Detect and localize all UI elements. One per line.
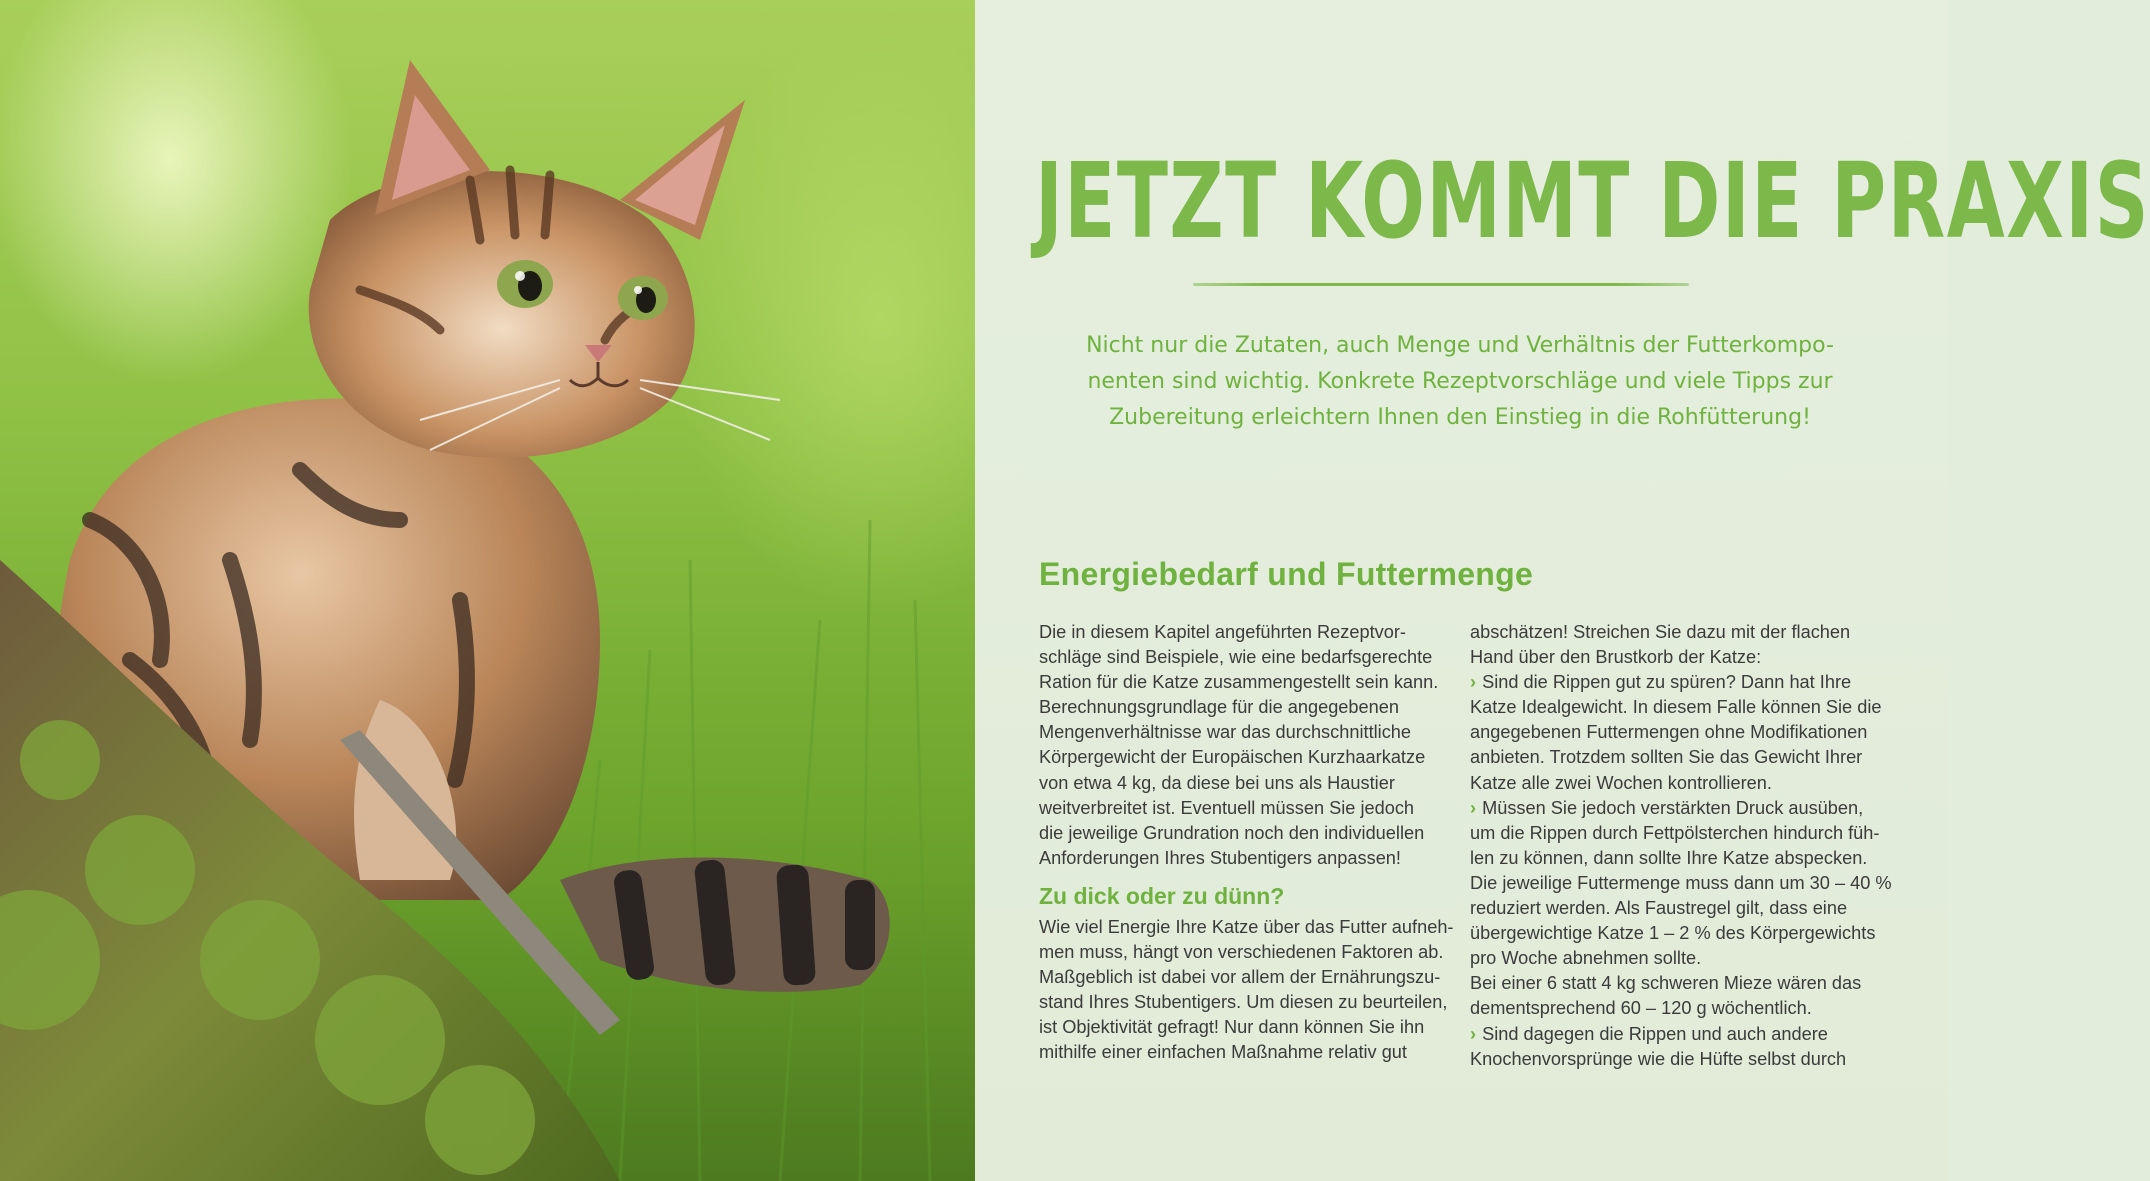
body-line: pro Woche abnehmen sollte.: [1470, 948, 1702, 969]
body-line: Katze Idealgewicht. In diesem Falle können Sie die: [1470, 697, 1882, 718]
cat-photo: [0, 0, 975, 1181]
cat-illustration: [0, 0, 975, 1181]
body-line: men muss, hängt von verschiedenen Faktoren ab.: [1039, 942, 1444, 963]
body-line: Körpergewicht der Europäischen Kurzhaarkatze: [1039, 747, 1426, 768]
bullet-line: [1470, 1022, 1880, 1047]
body-line: Anforderungen Ihres Stubentigers anpassen!: [1039, 847, 1401, 868]
body-line: reduziert werden. Als Faustregel gilt, dass eine: [1470, 898, 1848, 919]
body-line: Wie viel Energie Ihre Katze über das Futter aufneh-: [1039, 916, 1454, 937]
body-line: abschätzen! Streichen Sie dazu mit der flachen: [1470, 622, 1851, 642]
bullet-chevron-icon: ›: [1470, 1023, 1477, 1044]
body-line: übergewichtige Katze 1 – 2 % des Körpergewichts: [1470, 923, 1876, 944]
body-line: die jeweilige Grundration noch den individuellen: [1039, 822, 1425, 843]
body-line: stand Ihres Stubentigers. Um diesen zu beurteilen,: [1039, 992, 1448, 1013]
bullet-line: [1470, 670, 1880, 695]
body-line: angegebenen Futtermengen ohne Modifikationen: [1470, 722, 1868, 743]
intro-paragraph: [1060, 328, 1860, 436]
body-line: von etwa 4 kg, da diese bei uns als Haustier: [1039, 772, 1395, 793]
body-line: Bei einer 6 statt 4 kg schweren Mieze wären das: [1470, 973, 1862, 994]
body-line: Hand über den Brustkorb der Katze:: [1470, 647, 1762, 668]
body-line: anbieten. Trotzdem sollten Sie das Gewicht Ihrer: [1470, 747, 1863, 768]
body-line: Die in diesem Kapitel angeführten Rezeptvor-: [1039, 622, 1406, 642]
bullet-text: Sind die Rippen gut zu spüren? Dann hat Ihre: [1482, 672, 1852, 693]
body-line: dementsprechend 60 – 120 g wöchentlich.: [1470, 998, 1812, 1019]
text-column-left: [1039, 620, 1454, 1066]
body-line: Katze alle zwei Wochen kontrollieren.: [1470, 772, 1772, 793]
body-line: Die jeweilige Futtermenge muss dann um 30 – 40 %: [1470, 872, 1892, 893]
bullet-text: Sind dagegen die Rippen und auch andere: [1482, 1023, 1828, 1044]
bullet-chevron-icon: ›: [1470, 797, 1477, 818]
subheading: Zu dick oder zu dünn?: [1039, 882, 1285, 909]
body-line: mithilfe einer einfachen Maßnahme relativ gut: [1039, 1042, 1407, 1063]
body-line: weitverbreitet ist. Eventuell müssen Sie jedoch: [1039, 797, 1415, 818]
body-line: Knochenvorsprünge wie die Hüfte selbst durch: [1470, 1048, 1847, 1069]
bullet-line: [1470, 796, 1880, 821]
body-line: ist Objektivität gefragt! Nur dann können Sie ihn: [1039, 1017, 1425, 1038]
bullet-chevron-icon: ›: [1470, 672, 1477, 693]
page-headline: JETZT KOMMT DIE PRAXIS: [1035, 140, 2150, 262]
bullet-text: Müssen Sie jedoch verstärkten Druck ausüben,: [1482, 797, 1864, 818]
body-line: Maßgeblich ist dabei vor allem der Ernährungszu-: [1039, 967, 1441, 988]
body-line: um die Rippen durch Fettpölsterchen hindurch füh-: [1470, 822, 1880, 843]
intro-line: nenten sind wichtig. Konkrete Rezeptvorschläge und viele Tipps zur: [1087, 369, 1833, 394]
body-line: len zu können, dann sollte Ihre Katze abspecken.: [1470, 847, 1868, 868]
headline-divider: [1193, 283, 1689, 286]
body-line: Mengenverhältnisse war das durchschnittliche: [1039, 722, 1412, 743]
body-line: Berechnungsgrundlage für die angegebenen: [1039, 697, 1400, 718]
intro-line: Zubereitung erleichtern Ihnen den Einstieg in die Rohfütterung!: [1109, 405, 1811, 430]
text-column-right: [1470, 620, 1892, 1072]
body-line: schläge sind Beispiele, wie eine bedarfsgerechte: [1039, 647, 1433, 668]
body-line: Ration für die Katze zusammengestellt sein kann.: [1039, 672, 1439, 693]
intro-line: Nicht nur die Zutaten, auch Menge und Verhältnis der Futterkompo-: [1086, 333, 1834, 358]
section-title: Energiebedarf und Futtermenge: [1039, 556, 1534, 592]
